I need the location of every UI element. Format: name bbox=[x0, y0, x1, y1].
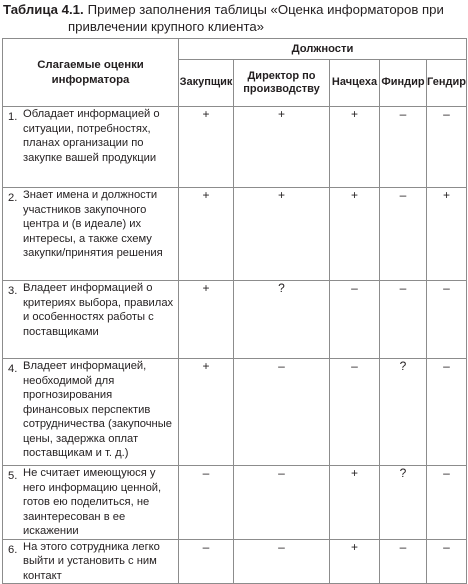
column-header-buyer: Закупщик bbox=[179, 60, 234, 107]
header-row-group bbox=[3, 39, 467, 60]
criterion-cell bbox=[3, 107, 179, 188]
caption-title-line2: привлечении крупного клиента» bbox=[68, 19, 265, 34]
criterion-cell bbox=[3, 188, 179, 281]
mark-cell: ? bbox=[234, 281, 330, 359]
criterion-cell bbox=[3, 466, 179, 540]
row-index: 1. bbox=[8, 111, 18, 123]
row-index: 6. bbox=[8, 543, 18, 556]
criterion-text: На этого сотрудника легко выйти и установить с ним контакт bbox=[23, 540, 160, 582]
criteria-header: Слагаемые оценки информатора bbox=[3, 39, 179, 107]
caption-number: Таблица 4.1. bbox=[3, 2, 84, 17]
mark-cell: + bbox=[330, 466, 380, 540]
mark-cell: – bbox=[380, 539, 427, 584]
table-row bbox=[3, 188, 467, 281]
table-row bbox=[3, 466, 467, 540]
mark-cell: + bbox=[234, 107, 330, 188]
table-caption bbox=[3, 1, 465, 35]
mark-cell: + bbox=[330, 107, 380, 188]
criterion-cell bbox=[3, 539, 179, 584]
mark-cell: – bbox=[380, 188, 427, 281]
table-row bbox=[3, 359, 467, 466]
mark-cell: – bbox=[427, 107, 467, 188]
column-header-production-director: Директор по производству bbox=[234, 60, 330, 107]
row-index: 4. bbox=[8, 363, 18, 375]
mark-cell: ? bbox=[380, 466, 427, 540]
row-index: 3. bbox=[8, 285, 18, 297]
mark-cell: – bbox=[427, 466, 467, 540]
mark-cell: – bbox=[427, 359, 467, 466]
mark-cell: – bbox=[234, 359, 330, 466]
mark-cell: + bbox=[179, 107, 234, 188]
mark-cell: + bbox=[427, 188, 467, 281]
mark-cell: – bbox=[234, 466, 330, 540]
mark-cell: + bbox=[330, 539, 380, 584]
criterion-cell bbox=[3, 281, 179, 359]
caption-title-line1: Пример заполнения таблицы «Оценка информаторов при bbox=[87, 2, 444, 17]
criterion-text: Не считает имеющуюся у него информацию ценной, готов ею поделиться, не заинтересован в ее искажении bbox=[23, 467, 162, 537]
criterion-text: Владеет информацией о критериях выбора, правилах и особенностях работы с поставщиками bbox=[23, 282, 174, 338]
mark-cell: + bbox=[234, 188, 330, 281]
informer-evaluation-table bbox=[2, 38, 467, 584]
mark-cell: – bbox=[427, 539, 467, 584]
mark-cell: – bbox=[380, 107, 427, 188]
mark-cell: – bbox=[330, 359, 380, 466]
mark-cell: + bbox=[179, 188, 234, 281]
mark-cell: – bbox=[380, 281, 427, 359]
mark-cell: + bbox=[179, 281, 234, 359]
column-header-ceo: Гендир bbox=[427, 60, 467, 107]
column-header-cfo: Финдир bbox=[380, 60, 427, 107]
mark-cell: – bbox=[234, 539, 330, 584]
criterion-cell bbox=[3, 359, 179, 466]
criterion-text: Владеет информацией, необходимой для прогнозирования финансовых перспектив сотрудничества (закупочные цены, задержка оплат поставщикам и т. д.) bbox=[23, 360, 173, 459]
column-header-shop-head: Начцеха bbox=[330, 60, 380, 107]
mark-cell: + bbox=[179, 359, 234, 466]
positions-header: Должности bbox=[179, 39, 467, 60]
row-index: 5. bbox=[8, 470, 18, 482]
row-index: 2. bbox=[8, 192, 18, 204]
table-row bbox=[3, 281, 467, 359]
mark-cell: – bbox=[179, 466, 234, 540]
mark-cell: – bbox=[179, 539, 234, 584]
mark-cell: – bbox=[427, 281, 467, 359]
mark-cell: + bbox=[330, 188, 380, 281]
mark-cell: ? bbox=[380, 359, 427, 466]
criterion-text: Знает имена и должности участников закупочного центра и (в идеале) их интересы, а также схему закупки/принятия решения bbox=[23, 189, 163, 259]
table-row bbox=[3, 539, 467, 584]
mark-cell: – bbox=[330, 281, 380, 359]
criterion-text: Обладает информацией о ситуации, потребностях, планах организации по закупке вашей продукции bbox=[23, 108, 160, 164]
table-row bbox=[3, 107, 467, 188]
